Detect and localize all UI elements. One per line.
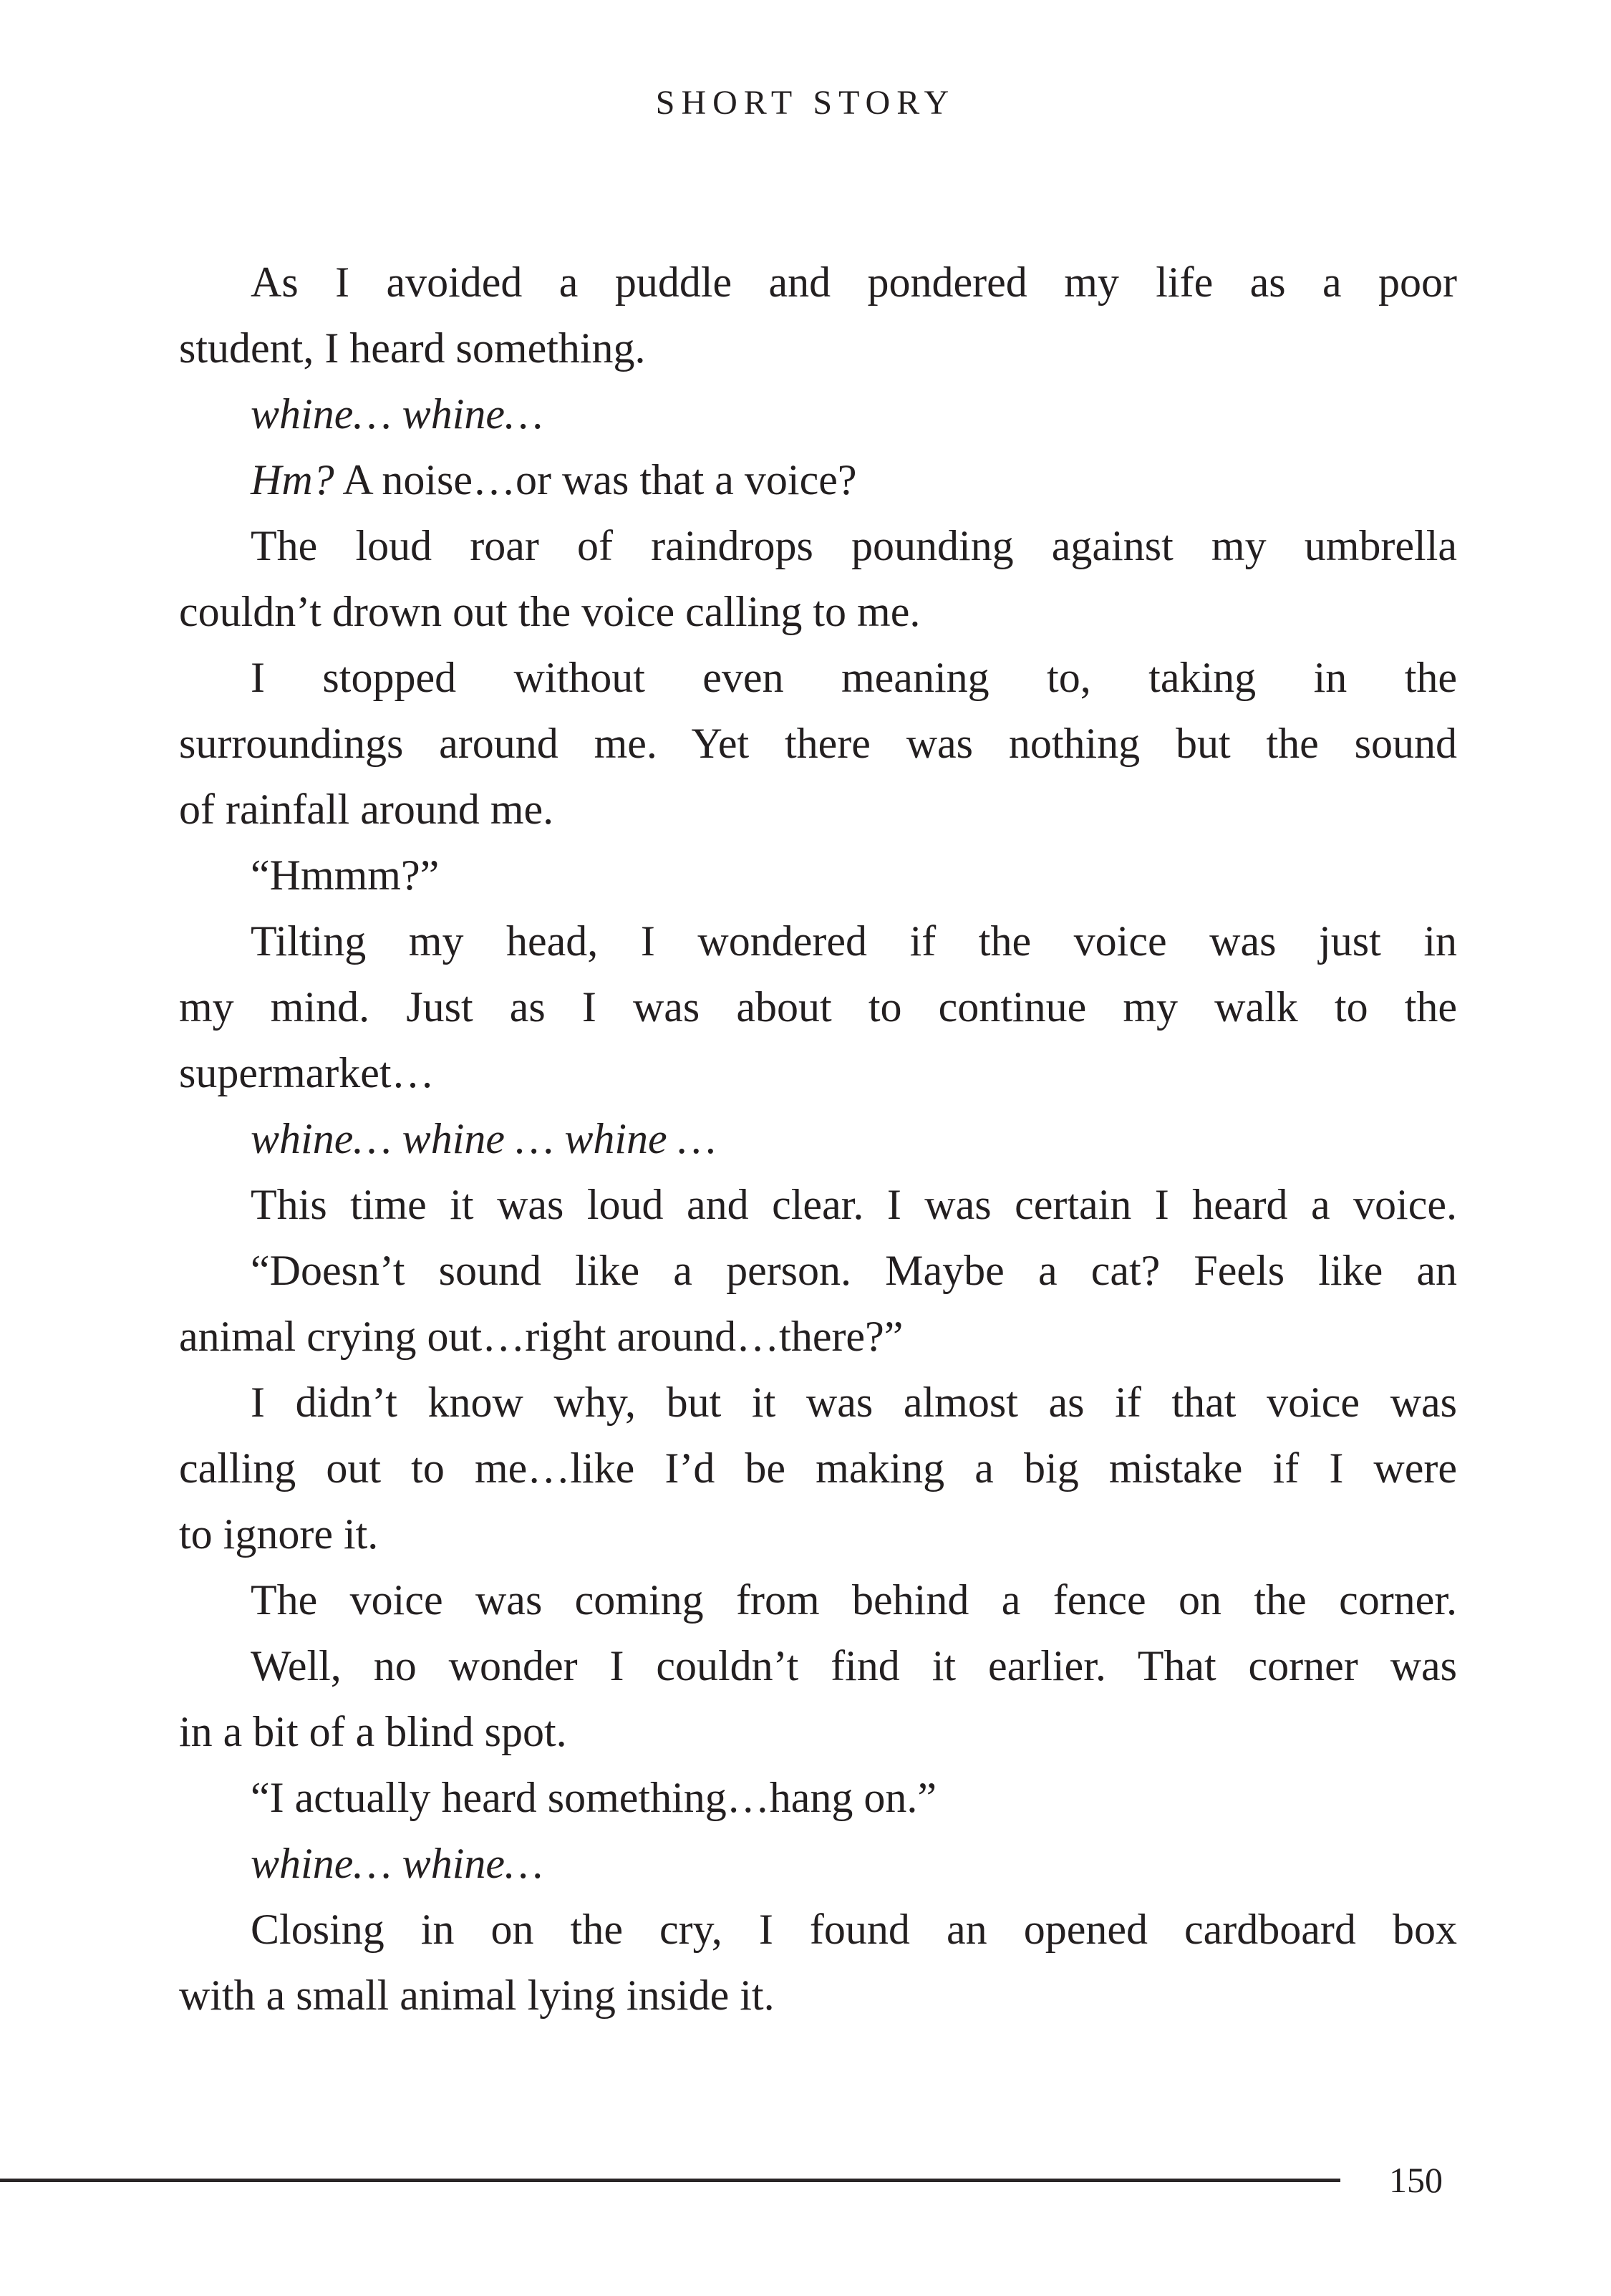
running-head-title: SHORT STORY bbox=[655, 84, 956, 122]
paragraph bbox=[179, 513, 1457, 645]
text-segment: I stopped without even meaning to, taking in the bbox=[251, 654, 1457, 701]
story-line bbox=[179, 1369, 1457, 1435]
story-line bbox=[179, 1567, 1457, 1633]
story-line bbox=[179, 513, 1457, 579]
story-line bbox=[179, 1896, 1457, 1962]
paragraph bbox=[179, 1633, 1457, 1765]
story-line bbox=[179, 908, 1457, 974]
story-line bbox=[179, 579, 1457, 645]
text-segment: student, I heard something. bbox=[179, 324, 646, 372]
paragraph bbox=[179, 842, 1457, 908]
footer-rule bbox=[0, 2179, 1340, 2182]
text-segment: The loud roar of raindrops pounding against my umbrella bbox=[251, 522, 1457, 569]
text-segment: calling out to me…like I’d be making a big mistake if I were bbox=[179, 1444, 1457, 1492]
story-line bbox=[179, 1435, 1457, 1501]
text-segment: surroundings around me. Yet there was nothing but the sound bbox=[179, 720, 1457, 767]
paragraph bbox=[179, 1238, 1457, 1369]
page-number: 150 bbox=[1389, 2160, 1443, 2200]
paragraph bbox=[179, 908, 1457, 1106]
paragraph bbox=[179, 1567, 1457, 1633]
text-segment: The voice was coming from behind a fence on the corner. bbox=[251, 1576, 1457, 1624]
story-line bbox=[179, 974, 1457, 1040]
text-segment: Closing in on the cry, I found an opened cardboard box bbox=[251, 1906, 1457, 1953]
story-line bbox=[179, 710, 1457, 776]
text-segment: A noise…or was that a voice? bbox=[334, 456, 857, 503]
story-line bbox=[179, 1238, 1457, 1303]
text-segment: couldn’t drown out the voice calling to me. bbox=[179, 588, 921, 635]
story-line bbox=[179, 1501, 1457, 1567]
paragraph bbox=[179, 1830, 1457, 1896]
paragraph bbox=[179, 381, 1457, 447]
italic-text-segment: whine… whine… bbox=[251, 390, 543, 438]
story-line bbox=[179, 1040, 1457, 1106]
text-segment: supermarket… bbox=[179, 1049, 435, 1096]
text-segment: with a small animal lying inside it. bbox=[179, 1972, 775, 2019]
story-line bbox=[179, 249, 1457, 315]
text-segment: animal crying out…right around…there?” bbox=[179, 1313, 904, 1360]
italic-text-segment: whine… whine… bbox=[251, 1840, 543, 1887]
italic-text-segment: whine… whine … whine … bbox=[251, 1115, 717, 1162]
story-text bbox=[179, 249, 1457, 2028]
text-segment: As I avoided a puddle and pondered my life as a poor bbox=[251, 259, 1457, 306]
text-segment: in a bit of a blind spot. bbox=[179, 1708, 567, 1755]
story-line bbox=[179, 315, 1457, 381]
italic-text-segment: Hm? bbox=[251, 456, 334, 503]
story-line bbox=[179, 645, 1457, 710]
text-segment: “Hmmm?” bbox=[251, 852, 440, 899]
text-segment: This time it was loud and clear. I was certain I heard a voice. bbox=[251, 1181, 1457, 1228]
story-line bbox=[179, 381, 1457, 447]
paragraph bbox=[179, 1765, 1457, 1830]
story-line bbox=[179, 447, 1457, 513]
text-segment: Well, no wonder I couldn’t find it earlier. That corner was bbox=[251, 1642, 1457, 1689]
story-line bbox=[179, 1633, 1457, 1699]
text-segment: of rainfall around me. bbox=[179, 786, 554, 833]
paragraph bbox=[179, 1369, 1457, 1567]
story-line bbox=[179, 1303, 1457, 1369]
story-line bbox=[179, 1699, 1457, 1765]
story-line bbox=[179, 842, 1457, 908]
text-segment: “Doesn’t sound like a person. Maybe a cat? Feels like an bbox=[251, 1247, 1457, 1294]
paragraph bbox=[179, 249, 1457, 381]
text-segment: “I actually heard something…hang on.” bbox=[251, 1774, 937, 1821]
paragraph bbox=[179, 447, 1457, 513]
text-segment: to ignore it. bbox=[179, 1510, 379, 1558]
text-segment: I didn’t know why, but it was almost as if that voice was bbox=[251, 1379, 1457, 1426]
story-line bbox=[179, 776, 1457, 842]
text-segment: my mind. Just as I was about to continue my walk to the bbox=[179, 983, 1457, 1031]
story-line bbox=[179, 1962, 1457, 2028]
story-line bbox=[179, 1106, 1457, 1172]
paragraph bbox=[179, 1896, 1457, 2028]
paragraph bbox=[179, 1106, 1457, 1172]
story-line bbox=[179, 1172, 1457, 1238]
text-segment: Tilting my head, I wondered if the voice was just in bbox=[251, 917, 1457, 965]
paragraph bbox=[179, 645, 1457, 842]
paragraph bbox=[179, 1172, 1457, 1238]
story-line bbox=[179, 1765, 1457, 1830]
story-line bbox=[179, 1830, 1457, 1896]
